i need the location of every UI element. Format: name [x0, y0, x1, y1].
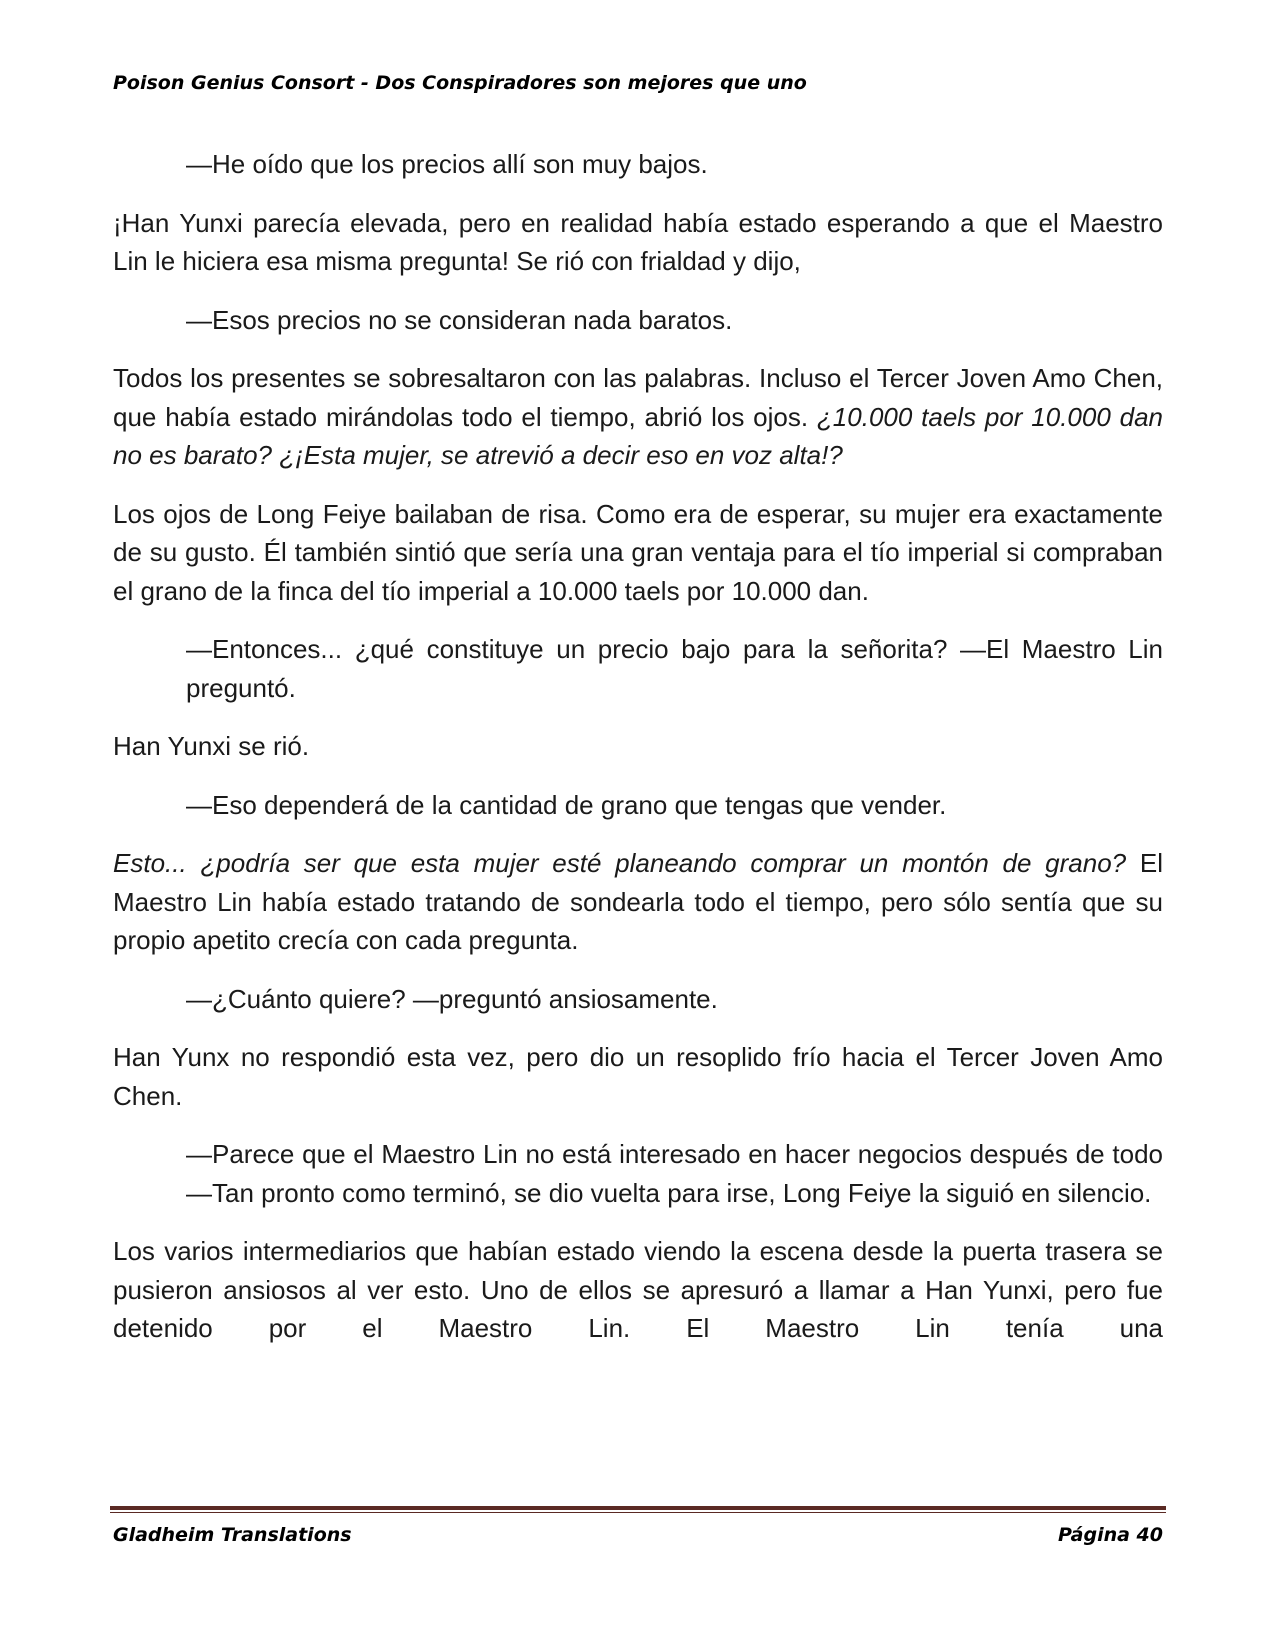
paragraph-text: —Eso dependerá de la cantidad de grano que tengas que vender. — [186, 789, 947, 820]
paragraph — [113, 1038, 1163, 1115]
paragraph-text: El Maestro Lin había estado tratando de sondearla todo el tiempo, pero sólo sentía que su propio apetito crecía con cada pregunta. — [113, 848, 1163, 955]
document-body — [113, 145, 1163, 1368]
page-header-title: Poison Genius Consort - Dos Conspiradores son mejores que uno — [113, 72, 807, 94]
paragraph-text: —He oído que los precios allí son muy bajos. — [186, 149, 708, 179]
paragraph-text: Los varios intermediarios que habían estado viendo la escena desde la puerta trasera se pusieron ansiosos al ver esto. Uno de ellos se apresuró a llamar a Han Yunxi, pero fue detenido por el Maestro Lin. El Maestro Lin tenía una — [113, 1236, 1163, 1343]
paragraph-text: —Parece que el Maestro Lin no está interesado en hacer negocios después de todo —Tan pronto como terminó, se dio vuelta para irse, Long Feiye la siguió en silencio. — [186, 1139, 1163, 1208]
paragraph — [113, 727, 1163, 766]
paragraph — [113, 359, 1163, 475]
paragraph — [113, 1232, 1163, 1348]
paragraph-text: ¡Han Yunxi parecía elevada, pero en realidad había estado esperando a que el Maestro Lin le hiciera esa misma pregunta! Se rió con frialdad y dijo, — [113, 207, 1163, 276]
paragraph-text: —¿Cuánto quiere? —preguntó ansiosamente. — [186, 983, 718, 1014]
footer-divider-thin — [110, 1512, 1166, 1513]
footer-translator: Gladheim Translations — [113, 1524, 352, 1546]
paragraph-text: Han Yunx no respondió esta vez, pero dio un resoplido frío hacia el Tercer Joven Amo Chen. — [113, 1042, 1163, 1111]
paragraph-text: Todos los presentes se sobresaltaron con las palabras. Incluso el Tercer Joven Amo Chen, que había estado mirándolas todo el tiempo, abrió los ojos. — [113, 363, 1163, 432]
paragraph — [113, 145, 1163, 184]
paragraph — [113, 980, 1163, 1019]
paragraph-text: Los ojos de Long Feiye bailaban de risa. Como era de esperar, su mujer era exactamente de su gusto. Él también sintió que sería una gran ventaja para el tío imperial si compraban el grano de la finca del tío imperial a 10.000 taels por 10.000 dan. — [113, 498, 1163, 606]
paragraph-text: Han Yunxi se rió. — [113, 731, 310, 761]
paragraph — [113, 204, 1163, 281]
paragraph — [113, 495, 1163, 611]
paragraph — [113, 301, 1163, 340]
paragraph-text: —Esos precios no se consideran nada baratos. — [186, 304, 733, 335]
paragraph — [113, 1135, 1163, 1212]
paragraph — [113, 630, 1163, 707]
paragraph — [113, 786, 1163, 825]
footer-divider — [110, 1506, 1166, 1513]
paragraph — [113, 844, 1163, 960]
paragraph-text: —Entonces... ¿qué constituye un precio bajo para la señorita? —El Maestro Lin preguntó. — [186, 634, 1163, 703]
italic-text: ¿10.000 taels por 10.000 dan no es barato? ¿¡Esta mujer, se atrevió a decir eso en voz alta!? — [113, 401, 1163, 470]
footer-page-number: Página 40 — [1057, 1524, 1163, 1546]
italic-text: Esto... ¿podría ser que esta mujer esté planeando comprar un montón de grano? — [113, 848, 1127, 878]
footer-divider-thick — [110, 1506, 1166, 1510]
